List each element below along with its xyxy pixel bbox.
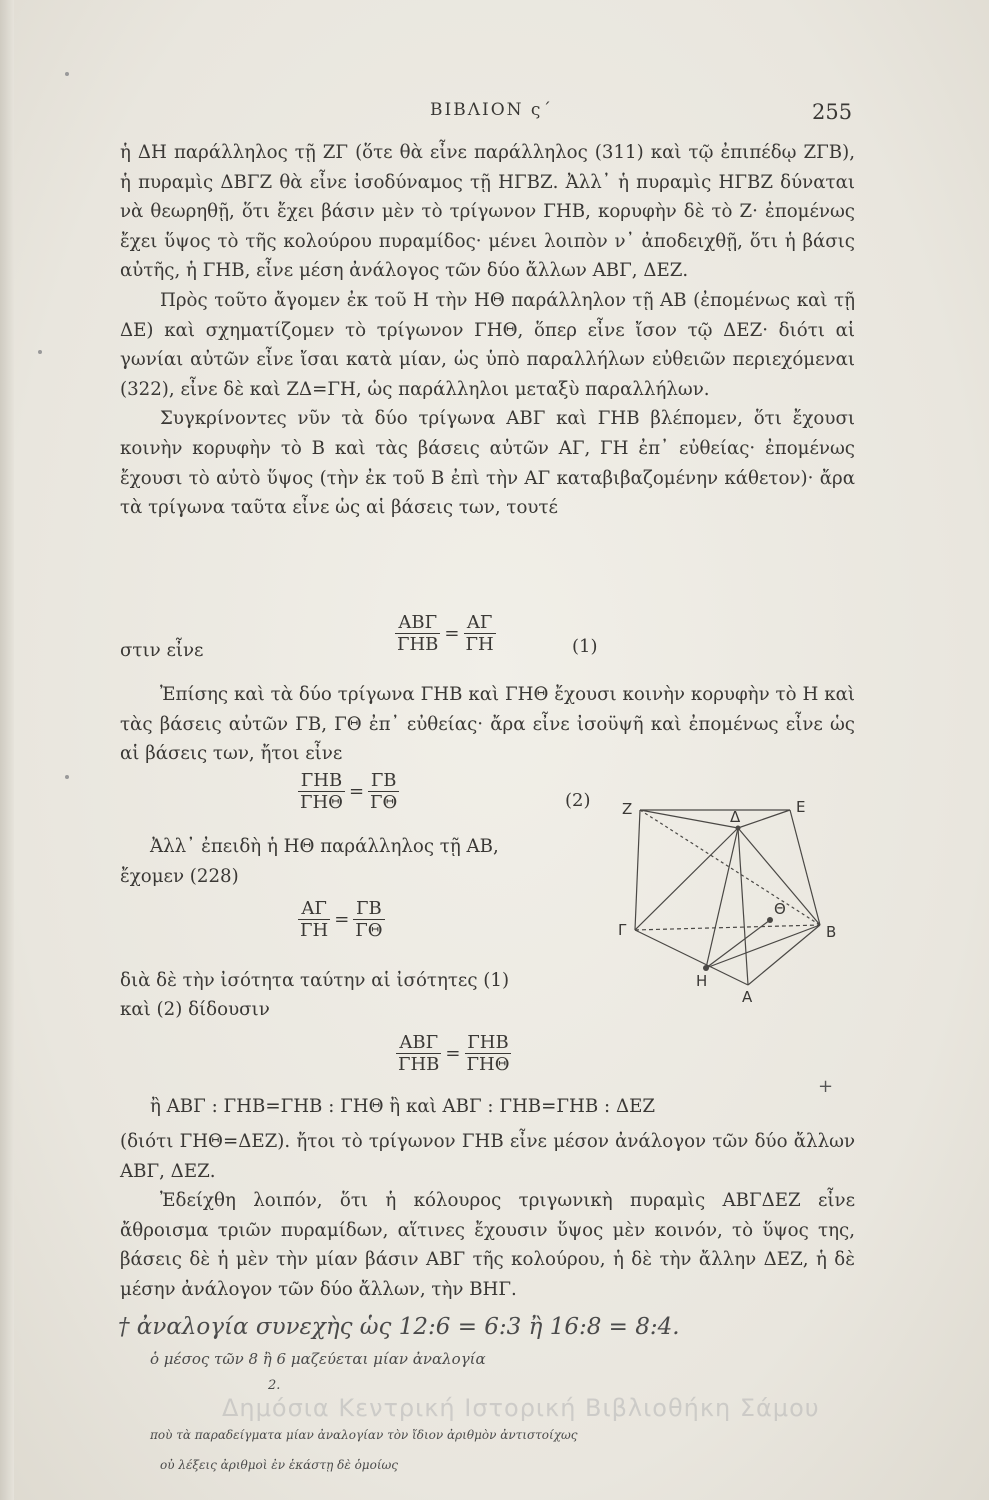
paragraph-2: Πρὸς τοῦτο ἄγομεν ἐκ τοῦ Η τὴν ΗΘ παράλληλον τῇ ΑΒ (ἐπομένως καὶ τῇ ΔΕ) καὶ σχηματίζομεν τὸ τρίγωνον ΓΗΘ, ὅπερ εἶνε ἴσον τῷ ΔΕΖ· διότι αἱ γωνίαι αὐτῶν εἶνε ἴσαι κατὰ μίαν, ὡς ὑπὸ παραλλήλων εὐθειῶν περιεχόμεναι (322), εἶνε δὲ καὶ ΖΔ=ΓΗ, ὡς παράλληλοι μεταξὺ παραλλήλων. — [120, 289, 855, 400]
eq4-num-right: ΓΗΒ — [465, 1032, 512, 1054]
eq3-right-fraction — [353, 898, 384, 941]
eq2-den-left: ΓΗΘ — [300, 792, 343, 813]
label-Delta: Δ — [730, 808, 741, 826]
edge-DeltaA — [738, 828, 748, 985]
label-E: E — [796, 798, 806, 816]
label-H: H — [696, 972, 708, 990]
truncated-pyramid-figure — [610, 790, 840, 1005]
edge-DeltaGamma — [635, 828, 738, 930]
eq3-num-left: ΑΓ — [298, 898, 330, 920]
handwritten-note-5: οὐ λέξεις ἀριθμοὶ ἐν ἑκάστῃ δὲ ὁμοίως — [160, 1458, 399, 1472]
page-number: 255 — [812, 100, 853, 124]
text-block-2 — [120, 680, 855, 769]
eq2-left-fraction — [298, 770, 345, 813]
edge-GammaB — [635, 925, 820, 930]
eq1-den-left: ΓΗΒ — [397, 634, 439, 655]
eq3-den-right: ΓΘ — [355, 920, 383, 941]
paragraph-3-tail: στιν εἶνε — [120, 640, 204, 661]
handwritten-note-1: † ἀναλογία συνεχὴς ὡς 12:6 = 6:3 ἢ 16:8 = 8:4. — [118, 1314, 680, 1340]
running-head: ΒΙΒΛΙΟΝ ς΄ — [430, 100, 553, 120]
main-text-block — [120, 138, 855, 523]
handwritten-note-3: 2. — [268, 1378, 281, 1393]
paragraph-1: ἡ ΔΗ παράλληλος τῇ ΖΓ (ὅτε θὰ εἶνε παράλληλος (311) καὶ τῷ ἐπιπέδῳ ΖΓΒ), ἡ πυραμὶς ΔΒΓΖ θὰ εἶνε ἰσοδύναμος τῇ ΗΓΒΖ. Ἀλλ᾽ ἡ πυραμὶς ΗΓΒΖ δύναται νὰ θεωρηθῇ, ὅτι ἔχει βάσιν μὲν τὸ τρίγωνον ΓΗΒ, κορυφὴν δὲ τὸ Ζ· ἐπομένως ἔχει ὕψος τὸ τῆς κολούρου πυραμίδος· μένει λοιπὸν ν᾽ ἀποδειχθῇ, ὅτι ἡ βάσις αὐτῆς, ἡ ΓΗΒ, εἶνε μέση ἀνάλογος τῶν δύο ἄλλων ΑΒΓ, ΔΕΖ. — [120, 142, 855, 282]
point-Delta — [736, 826, 741, 831]
page-header — [0, 100, 989, 130]
eq4-num-left: ΑΒΓ — [396, 1032, 441, 1054]
paragraph-7: (διότι ΓΗΘ=ΔΕΖ). ἤτοι τὸ τρίγωνον ΓΗΒ εἶνε μέσον ἀνάλογον τῶν δύο ἄλλων ΑΒΓ, ΔΕΖ. — [120, 1131, 855, 1182]
pyramid-edges — [635, 810, 820, 985]
eq2-num-left: ΓΗΒ — [298, 770, 345, 792]
label-Gamma: Γ — [618, 921, 627, 939]
eq2-right-fraction — [368, 770, 399, 813]
margin-speck — [65, 775, 69, 779]
edge-GammaA — [635, 930, 748, 985]
edge-ZGamma — [635, 810, 640, 930]
eq4-left-fraction — [396, 1032, 441, 1075]
eq3-left-fraction — [298, 898, 330, 941]
paragraph-6-line-1: διὰ δὲ τὴν ἰσότητα ταύτην αἱ ἰσότητες (1) — [120, 970, 510, 991]
margin-speck — [65, 72, 69, 76]
eq3-den-left: ΓΗ — [300, 920, 329, 941]
edge-EDelta — [738, 810, 790, 828]
eq4-right-fraction — [465, 1032, 512, 1075]
eq2-num-right: ΓΒ — [368, 770, 399, 792]
paragraph-8: Ἐδείχθη λοιπόν, ὅτι ἡ κόλουρος τριγωνικὴ πυραμὶς ΑΒΓΔΕΖ εἶνε ἄθροισμα τριῶν πυραμίδων, αἵτινες ἔχουσιν ὕψος μὲν κοινόν, τὸ ὕψος της, βάσεις δὲ ἡ μὲν τὴν μίαν βάσιν ΑΒΓ τῆς κολούρου, ἡ δὲ τὴν ἄλλην ΔΕΖ, ἡ δὲ μέσην ἀνάλογον τῶν δύο ἄλλων, τὴν ΒΗΓ. — [120, 1190, 855, 1300]
ratio-line: ἢ ΑΒΓ : ΓΗΒ=ΓΗΒ : ΓΗΘ ἢ καὶ ΑΒΓ : ΓΗΒ=ΓΗΒ : ΔΕΖ — [150, 1096, 655, 1117]
paragraph-4: Ἐπίσης καὶ τὰ δύο τρίγωνα ΓΗΒ καὶ ΓΗΘ ἔχουσι κοινὴν κορυφὴν τὸ Η καὶ τὰς βάσεις αὐτῶν ΓΒ, ΓΘ ἐπ᾽ εὐθείας· ἄρα εἶνε ἰσοϋψῆ καὶ ἐπομένως εἶνε ὡς αἱ βάσεις των, ἤτοι εἶνε — [120, 684, 855, 765]
eq1-left-fraction — [395, 612, 440, 655]
paragraph-3: Συγκρίνοντες νῦν τὰ δύο τρίγωνα ΑΒΓ καὶ ΓΗΒ βλέπομεν, ὅτι ἔχουσι κοινὴν κορυφὴν τὸ Β καὶ τὰς βάσεις αὐτῶν ΑΓ, ΓΗ ἐπ᾽ εὐθείας· ἐπομένως ἔχουσι τὸ αὐτὸ ὕψος (τὴν ἐκ τοῦ Β ἐπὶ τὴν ΑΓ καταβιβαζομένην κάθετον)· ἄρα τὰ τρίγωνα ταῦτα εἶνε ὡς αἱ βάσεις των, τουτέ — [120, 408, 855, 519]
eq4-equals: = — [445, 1043, 461, 1064]
eq3-num-right: ΓΒ — [353, 898, 384, 920]
handwritten-note-4: ποὺ τὰ παραδείγματα μίαν ἀναλογίαν τὸν ἴδιον ἀριθμὸν ἀντιστοίχως — [150, 1428, 578, 1442]
label-Z: Z — [622, 800, 633, 818]
eq2-equals: = — [348, 781, 365, 802]
handwritten-note-2: ὁ μέσος τῶν 8 ἢ 6 μαζεύεται μίαν ἀναλογία — [150, 1350, 486, 1368]
margin-plus-mark: + — [818, 1076, 834, 1097]
eq1-right-fraction — [464, 612, 496, 655]
equation-1 — [395, 612, 496, 655]
point-Theta — [767, 917, 773, 923]
edge-HB — [706, 925, 820, 968]
label-B: B — [826, 923, 837, 941]
eq1-den-right: ΓΗ — [465, 634, 494, 655]
margin-speck — [38, 350, 42, 354]
eq4-den-right: ΓΗΘ — [466, 1054, 510, 1075]
label-Theta: Θ — [774, 900, 786, 918]
eq2-label: (2) — [565, 790, 591, 811]
eq1-label: (1) — [572, 636, 598, 657]
paragraph-6-line-2: καὶ (2) δίδουσιν — [120, 999, 270, 1020]
label-A: A — [742, 988, 753, 1005]
edge-ZB — [640, 810, 820, 925]
paragraph-5-line-2: ἔχομεν (228) — [120, 866, 239, 887]
equation-2 — [298, 770, 399, 813]
edge-ZDelta — [640, 810, 738, 828]
eq1-num-right: ΑΓ — [464, 612, 496, 634]
eq1-equals: = — [444, 623, 460, 644]
equation-4 — [396, 1032, 511, 1075]
text-block-3 — [120, 1127, 855, 1305]
page-spine-shadow — [0, 0, 14, 1500]
point-H — [703, 965, 709, 971]
eq1-num-left: ΑΒΓ — [395, 612, 440, 634]
eq2-den-right: ΓΘ — [370, 792, 398, 813]
eq4-den-left: ΓΗΒ — [398, 1054, 440, 1075]
library-watermark: Δημόσια Κεντρική Ιστορική Βιβλιοθήκη Σάμου — [222, 1394, 820, 1422]
eq3-equals: = — [334, 909, 350, 930]
equation-3 — [298, 898, 385, 941]
edge-BA — [748, 925, 820, 985]
paragraph-5-line-1: Ἀλλ᾽ ἐπειδὴ ἡ ΗΘ παράλληλος τῇ ΑΒ, — [150, 836, 499, 857]
